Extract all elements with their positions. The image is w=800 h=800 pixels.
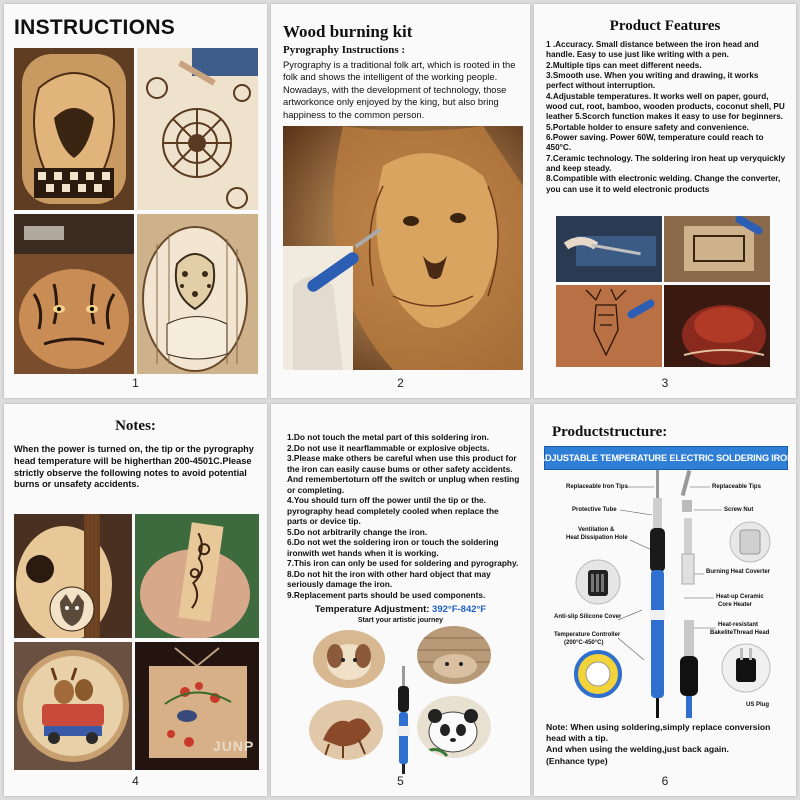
page-number: 2 xyxy=(397,376,404,390)
pen-holder-graphic xyxy=(389,666,419,774)
note-item: 6.Do not wet the soldering iron or touch the soldering ironwith wet hands when it is working. xyxy=(287,537,499,558)
temp-range: 392°F-842°F xyxy=(432,604,487,615)
dog-pyrography-circle xyxy=(313,630,385,688)
page-number: 3 xyxy=(661,376,669,390)
label-replaceable-iron-tips: Replaceable Iron Tips xyxy=(566,484,628,490)
banner-text: ADJUSTABLE TEMPERATURE ELECTRIC SOLDERING IRON xyxy=(538,453,794,463)
feature-item: 6.Power saving. Power 60W, temperature could reach to 450°C. xyxy=(546,132,764,153)
gourd-pyrography-photo xyxy=(14,48,134,210)
label-heat-dissipation: Heat Dissipation Hole xyxy=(566,535,628,541)
leather-pyrography-photo xyxy=(664,285,770,367)
guitar-pyrography-photo xyxy=(14,514,132,638)
sign-text: JUNP xyxy=(213,738,255,754)
feature-item: 2.Multiple tips can meet different needs. xyxy=(546,60,702,70)
horse-pyrography-circle xyxy=(309,700,383,760)
leopard-pyrography-photo xyxy=(137,214,258,374)
page-number: 4 xyxy=(132,774,139,788)
mandala-pyrography-photo xyxy=(137,48,258,210)
page-number: 6 xyxy=(661,774,669,788)
feature-item: 5.Portable holder to ensure safety and convenience. xyxy=(546,122,749,132)
feature-item: 8.Compatible with electronic welding. Change the converter, you can use it to weld electronic products xyxy=(546,174,781,194)
note-item: 7.This iron can only be used for soldering and pyrography. xyxy=(287,558,519,569)
page-title: Wood burning kit xyxy=(283,22,413,41)
tiger-pyrography-photo xyxy=(14,214,134,374)
label-ventilation: Ventilation & xyxy=(578,527,615,533)
intro-paragraph: Pyrography is a traditional folk art, which is rooted in the folk and shows the intelligent of the working people. Nowadays, with the development of technology, those artworkonce only enjoyed by the king, but also bring happiness to the common person. xyxy=(283,59,516,120)
feature-item: 3.Smooth use. When you writing and drawing, it works perfect without interruption. xyxy=(546,70,759,91)
note-line: And when using the welding,just back again. xyxy=(546,744,729,755)
label-burning-heat-coverter: Burning Heat Coverter xyxy=(706,569,771,575)
journey-text: Start your artistic journey xyxy=(357,617,444,624)
notes-intro: When the power is turned on, the tip or the pyrography head temperature will be higherthan 200-4501C.Please strictly observe the following notes to avoid potential burns or unsafety accidents. xyxy=(14,444,254,490)
note-item: 3.Please make others be careful when use this product for the iron can easily cause bums or other safety accidents. And remembertoturn off the switch or unplug when resting or completing. xyxy=(287,453,520,495)
page-title: Productstructure: xyxy=(552,424,668,440)
note-line: Note: When using soldering,simply replace conversion head with a tip. xyxy=(546,722,771,744)
label-us-plug: US Plug xyxy=(746,702,770,708)
deer-pyrography-photo xyxy=(556,285,662,367)
page-4 xyxy=(4,404,267,796)
label-replaceable-tips: Replaceable Tips xyxy=(712,484,761,490)
note-line: (Enhance type) xyxy=(546,755,608,766)
label-heat-resistant-1: Heat-resistant xyxy=(718,622,759,628)
page-1 xyxy=(4,4,267,398)
temp-label: Temperature Adjustment: xyxy=(314,604,433,615)
label-heat-up-2: Core Heater xyxy=(718,602,753,608)
page-subtitle: Pyrography Instructions : xyxy=(283,44,406,56)
note-item: 9.Replacement parts should be used components. xyxy=(287,589,486,600)
note-item: 5.Do not arbitrarily change the iron. xyxy=(287,526,428,537)
usage-photo-1 xyxy=(556,216,662,282)
product-banner xyxy=(538,446,794,470)
label-heat-resistant-2: BakeliteThread Head xyxy=(710,630,770,636)
label-temp-controller: Temperature Controller xyxy=(554,632,621,638)
page-6 xyxy=(534,404,796,796)
feature-item: 7.Ceramic technology. The soldering iron heat up veryquickly and keep steady. xyxy=(546,153,786,173)
note-text xyxy=(546,722,786,767)
note-item: 4.You should turn off the power until the tip or the. pyrography head completely cooled when replace the parts or device tip. xyxy=(287,495,499,527)
feature-item: 4.Adjustable temperatures. It works well on paper, gourd, wood cut, root, bamboo, wooden products, coconut shell, PU leather 5.Scorch function makes it easy to use for beginners. xyxy=(546,91,785,122)
note-item: 8.Do not hit the iron with other hard object that may seriously damage the iron. xyxy=(287,568,491,590)
note-item: 1.Do not touch the metal part of this soldering iron. xyxy=(287,432,489,442)
safety-notes-list xyxy=(287,432,521,601)
label-temp-controller-range: (200°C-450°C) xyxy=(564,640,604,646)
page-title: Notes: xyxy=(115,418,156,434)
label-protective-tube: Protective Tube xyxy=(572,507,617,513)
cat-pyrography-circle xyxy=(417,626,491,684)
wood-slice-pyrography-photo xyxy=(14,642,132,770)
lion-pyrography-photo xyxy=(283,126,523,370)
page-number: 1 xyxy=(132,376,139,390)
page-title: INSTRUCTIONS xyxy=(14,16,176,39)
label-anti-slip: Anti-slip Silicone Cover xyxy=(554,614,622,620)
temperature-adjustment xyxy=(271,604,530,615)
features-list xyxy=(546,40,786,195)
page-5 xyxy=(271,404,530,796)
page-number: 5 xyxy=(397,774,404,788)
label-screw-nut: Screw Nut xyxy=(724,507,754,513)
page-2 xyxy=(271,4,530,398)
soldering-iron-diagram xyxy=(534,470,796,720)
bookmark-pyrography-photo xyxy=(135,514,259,638)
page-3 xyxy=(534,4,796,398)
panda-pyrography-circle xyxy=(417,696,491,758)
feature-item: 1 .Accuracy. Small distance between the iron head and handle. Easy to use just like writing with a pen. xyxy=(546,40,759,60)
label-heat-up-1: Heat-up Ceramic xyxy=(716,594,764,600)
usage-photo-2 xyxy=(664,216,770,282)
page-title: Product Features xyxy=(609,18,721,34)
hanging-sign-photo xyxy=(135,642,259,770)
note-item: 2.Do not use it nearflammable or explosive objects. xyxy=(287,442,490,453)
